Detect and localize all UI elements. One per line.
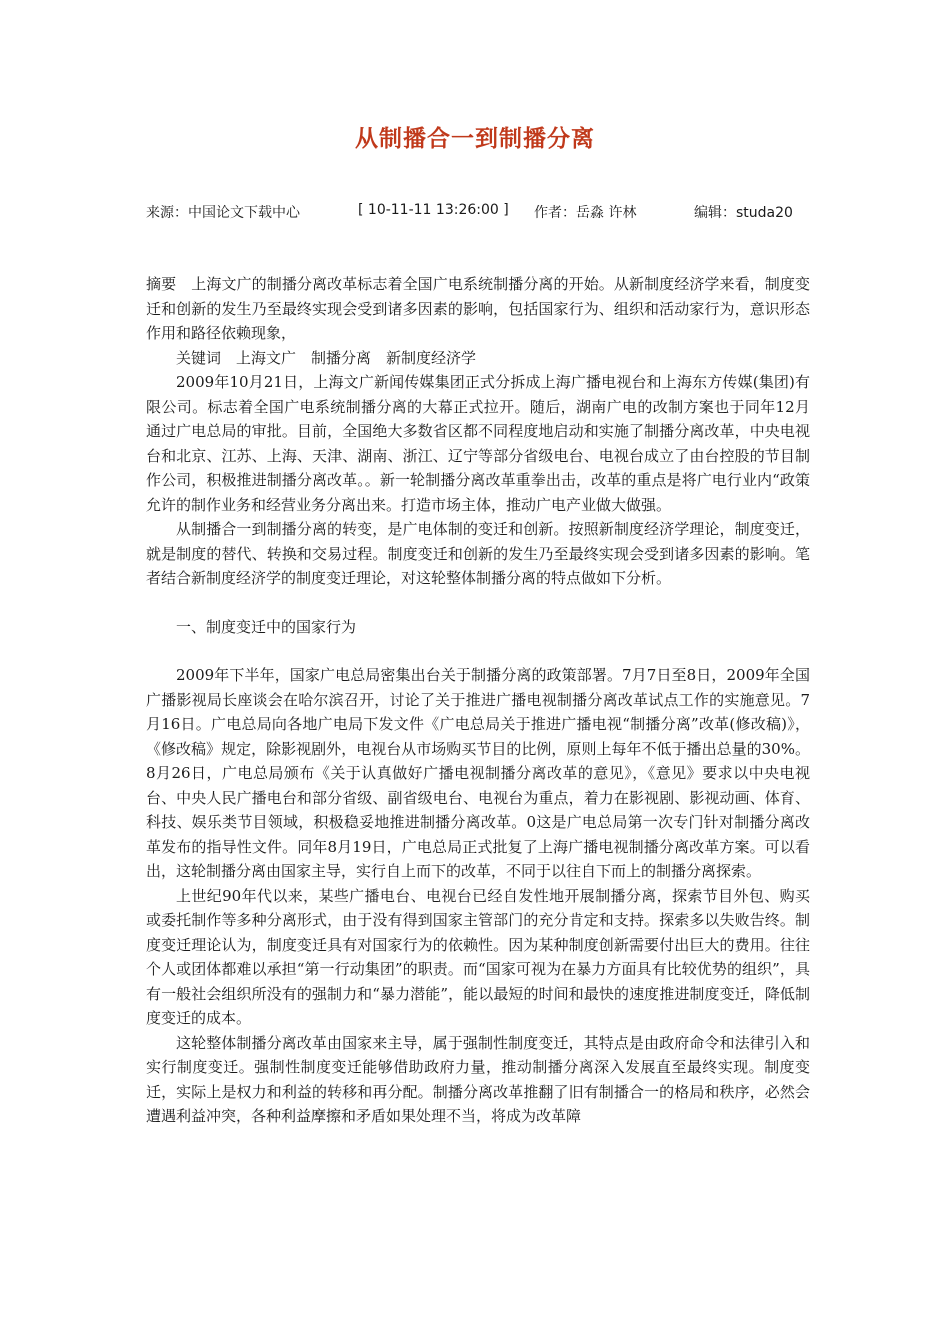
intro-paragraph-1: 2009年10月21日，上海文广新闻传媒集团正式分拆成上海广播电视台和上海东方传媒(集团)有限公司。标志着全国广电系统制播分离的大幕正式拉开。随后，湖南广电的改制方案也于同年12月通过广电总局的审批。目前，全国绝大多数省区都不同程度地启动和实施了制播分离改革，中央电视台和北京、江苏、上海、天津、湖南、浙江、辽宁等部分省级电台、电视台成立了由台控股的节目制作公司，积极推进制播分离改革。。新一轮制播分离改革重拳出击，改革的重点是将广电行业内“政策允许的制作业务和经营业务分离出来。打造市场主体，推动广电产业做大做强。 <box>146 373 810 514</box>
section-paragraph-2: 上世纪90年代以来，某些广播电台、电视台已经自发性地开展制播分离，探索节目外包、购买或委托制作等多种分离形式，由于没有得到国家主管部门的充分肯定和支持。探索多以失败告终。制度变迁理论认为，制度变迁具有对国家行为的依赖性。因为某种制度创新需要付出巨大的费用。往往个人或团体都难以承担“第一行动集团”的职责。而“国家可视为在暴力方面具有比较优势的组织”，具有一般社会组织所没有的强制力和“暴力潜能”，能以最短的时间和最快的速度推进制度变迁，降低制度变迁的成本。 <box>146 886 810 1027</box>
article-body <box>146 272 810 1129</box>
editor-name: studa20 <box>736 205 793 221</box>
intro-paragraph-2: 从制播合一到制播分离的转变，是广电体制的变迁和创新。按照新制度经济学理论，制度变迁，就是制度的替代、转换和交易过程。制度变迁和创新的发生乃至最终实现会受到诸多因素的影响。笔者结合新制度经济学的制度变迁理论，对这轮整体制播分离的特点做如下分析。 <box>146 520 810 587</box>
section-paragraph-3: 这轮整体制播分离改革由国家来主导，属于强制性制度变迁，其特点是由政府命令和法律引入和实行制度变迁。强制性制度变迁能够借助政府力量，推动制播分离深入发展直至最终实现。制度变迁，实际上是权力和利益的转移和再分配。制播分离改革推翻了旧有制播合一的格局和秩序，必然会遭遇利益冲突，各种利益摩擦和矛盾如果处理不当，将成为改革障 <box>146 1033 810 1125</box>
publish-date: [ 10-11-11 13:26:00 ] <box>358 202 509 218</box>
author-label: 作者：岳淼 许林 <box>534 205 637 221</box>
article-title: 从制播合一到制播分离 <box>355 126 595 152</box>
source-label: 来源：中国论文下载中心 <box>146 205 300 221</box>
abstract-paragraph: 摘要 上海文广的制播分离改革标志着全国广电系统制播分离的开始。从新制度经济学来看，制度变迁和创新的发生乃至最终实现会受到诸多因素的影响，包括国家行为、组织和活动家行为，意识形态作用和路径依赖现象， <box>146 275 810 342</box>
section-heading: 一、制度变迁中的国家行为 <box>176 617 357 636</box>
editor-prefix: 编辑： <box>694 205 736 221</box>
keywords-paragraph: 关键词 上海文广 制播分离 新制度经济学 <box>176 348 477 367</box>
editor-label <box>694 202 793 222</box>
section-paragraph-1: 2009年下半年，国家广电总局密集出台关于制播分离的政策部署。7月7日至8日，2009年全国广播影视局长座谈会在哈尔滨召开，讨论了关于推进广播电视制播分离改革试点工作的实施意见。7月16日。广电总局向各地广电局下发文件《广电总局关于推进广播电视“制播分离”改革(修改稿)》，《修改稿》规定，除影视剧外，电视台从市场购买节目的比例，原则上每年不低于播出总量的30%。8月26日，广电总局颁布《关于认真做好广播电视制播分离改革的意见》，《意见》要求以中央电视台、中央人民广播电台和部分省级、副省级电台、电视台为重点，着力在影视剧、影视动画、体育、科技、娱乐类节目领域，积极稳妥地推进制播分离改革。0这是广电总局第一次专门针对制播分离改革发布的指导性文件。同年8月19日，广电总局正式批复了上海广播电视制播分离改革方案。可以看出，这轮制播分离由国家主导，实行自上而下的改革，不同于以往自下而上的制播分离探索。 <box>146 666 810 880</box>
